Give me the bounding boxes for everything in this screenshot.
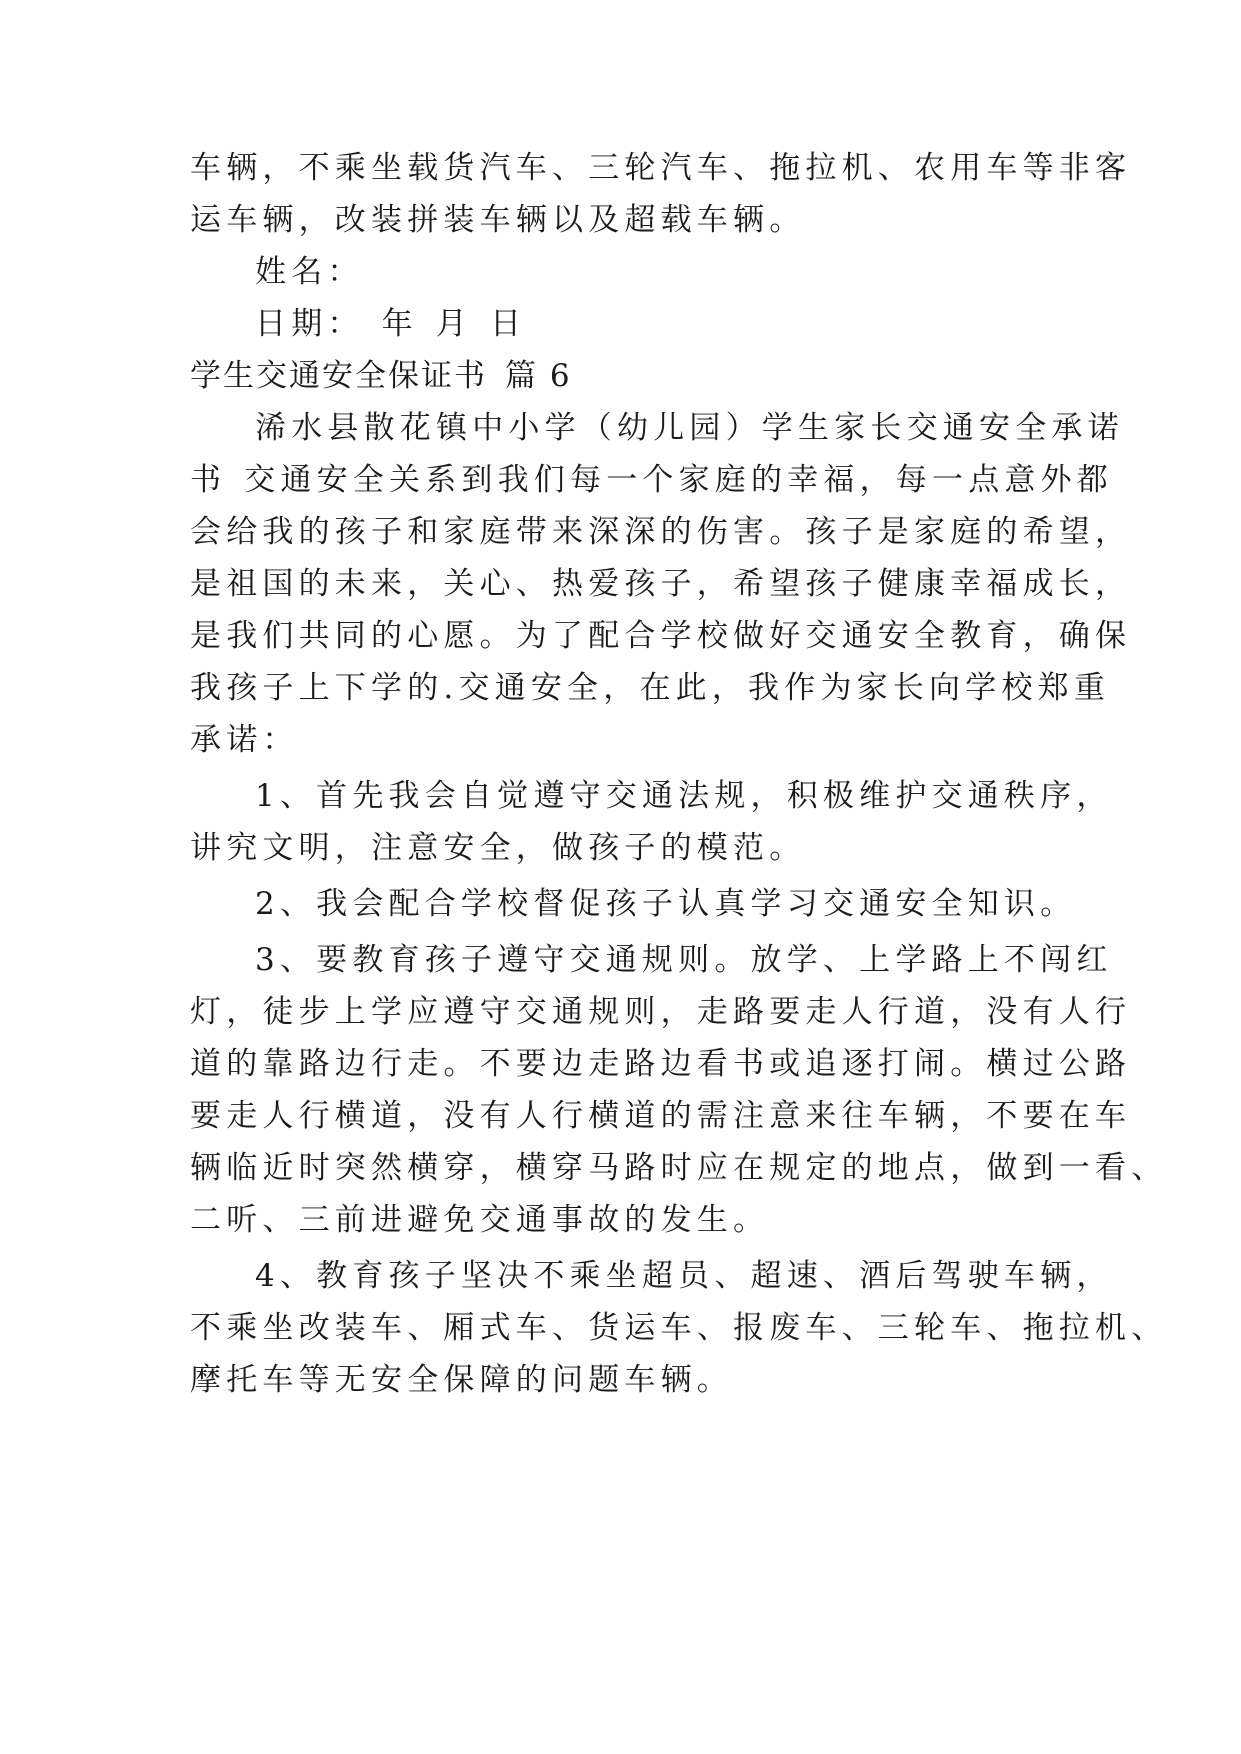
signature-date-month: 月: [435, 306, 473, 342]
text-line: 承诺：: [190, 722, 299, 758]
section-title: 学生交通安全保证书: [190, 358, 487, 394]
text-line: 车辆，不乘坐载货汽车、三轮汽车、拖拉机、农用车等非客: [190, 150, 1132, 186]
section-number: 篇 6: [505, 358, 572, 394]
signature-date-label: 日期：: [255, 306, 364, 342]
signature-date-day: 日: [490, 306, 527, 342]
list-item-line: 4、教育孩子坚决不乘坐超员、超速、酒后驾驶车辆，: [255, 1258, 1113, 1294]
text-line: 浠水县散花镇中小学（幼儿园）学生家长交通安全承诺: [255, 410, 1124, 446]
section-heading: [190, 353, 572, 399]
text-line: 是祖国的未来，关心、热爱孩子，希望孩子健康幸福成长，: [190, 566, 1132, 602]
text-line: 运车辆，改装拼装车辆以及超载车辆。: [190, 202, 806, 238]
list-item-line: 1、首先我会自觉遵守交通法规，积极维护交通秩序，: [255, 778, 1113, 814]
list-item-line: 二听、三前进避免交通事故的发生。: [190, 1202, 770, 1238]
signature-name-label: 姓名：: [255, 254, 364, 290]
list-item-line: 不乘坐改装车、厢式车、货运车、报废车、三轮车、拖拉机、: [190, 1310, 1168, 1346]
list-item-line: 要走人行横道，没有人行横道的需注意来往车辆，不要在车: [190, 1098, 1132, 1134]
text-line: 是我们共同的心愿。为了配合学校做好交通安全教育，确保: [190, 618, 1132, 654]
list-item-line: 辆临近时突然横穿，横穿马路时应在规定的地点，做到一看、: [190, 1150, 1168, 1186]
text-fragment: 书: [190, 462, 227, 498]
list-item-line: 讲究文明，注意安全，做孩子的模范。: [190, 830, 806, 866]
list-item-line: 2、我会配合学校督促孩子认真学习交通安全知识。: [255, 886, 1077, 922]
text-fragment: 交通安全关系到我们每一个家庭的幸福，每一点意外都: [244, 462, 1114, 498]
text-line: 我孩子上下学的.交通安全，在此，我作为家长向学校郑重: [190, 670, 1111, 706]
signature-date: [255, 301, 526, 347]
text-line: [190, 457, 1113, 503]
signature-date-year: 年: [381, 306, 418, 342]
list-item-line: 3、要教育孩子遵守交通规则。放学、上学路上不闯红: [255, 942, 1113, 978]
list-item-line: 道的靠路边行走。不要边走路边看书或追逐打闹。横过公路: [190, 1046, 1132, 1082]
text-line: 会给我的孩子和家庭带来深深的伤害。孩子是家庭的希望，: [190, 514, 1132, 550]
list-item-line: 灯，徒步上学应遵守交通规则，走路要走人行道，没有人行: [190, 994, 1132, 1030]
list-item-line: 摩托车等无安全保障的问题车辆。: [190, 1362, 733, 1398]
